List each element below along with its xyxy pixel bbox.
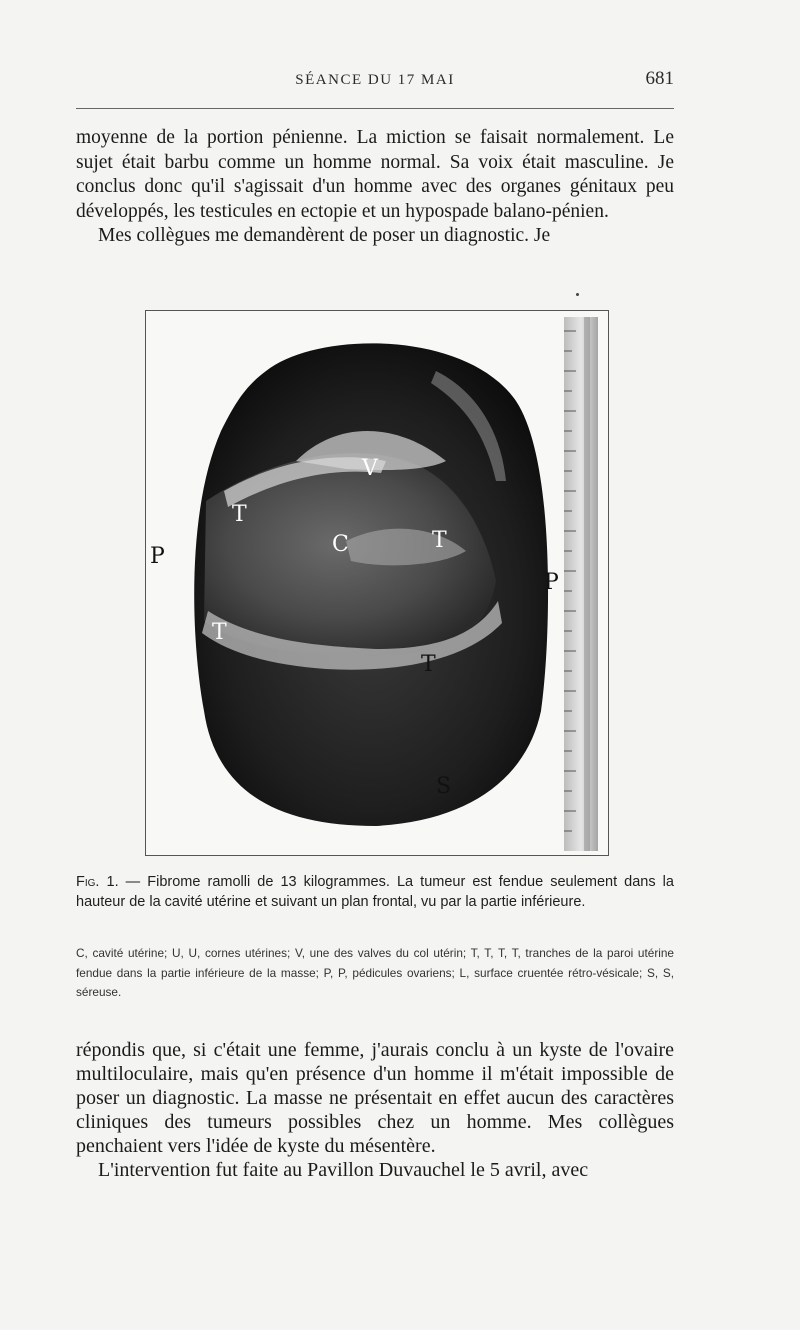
paragraph: moyenne de la portion pénienne. La miction se faisait normalement. Le sujet était barbu comme un homme normal. Sa voix était masculine. Je conclus donc qu'il s'agissait d'un homme avec des organes génitaux peu développés, les testicules en ectopie et un hypospade balano-pénien.	[76, 127, 674, 222]
body-text-top	[76, 126, 674, 249]
page-header	[76, 68, 674, 102]
label-t: T	[232, 502, 247, 527]
label-t: T	[421, 652, 436, 677]
body-text-bottom	[76, 1038, 674, 1182]
figure-caption	[76, 872, 674, 912]
paragraph: répondis que, si c'était une femme, j'aurais conclu à un kyste de l'ovaire multiloculaire, mais qu'en présence d'un homme il m'était impossible de poser un diagnostic. La masse ne présentait en effet aucun des caractères cliniques des tumeurs possibles chez un homme. Mes collègues penchaient vers l'idée de kyste du mésentère.	[76, 1039, 674, 1157]
header-rule	[76, 108, 674, 109]
specimen-photo	[146, 311, 608, 855]
figure-photograph	[145, 310, 609, 856]
caption-text: — Fibrome ramolli de 13 kilogrammes. La tumeur est fendue seulement dans la hauteur de la cavité utérine et suivant un plan frontal, vu par la partie inférieure.	[76, 874, 674, 910]
figure-legend: C, cavité utérine; U, U, cornes utérines; V, une des valves du col utérin; T, T, T, T, tranches de la paroi utérine fendue dans la partie inférieure de la masse; P, P, pédicules ovariens; L, surface cruentée rétro-vésicale; S, S, séreuse.	[76, 946, 674, 999]
label-s: S	[436, 774, 452, 799]
label-c: C	[332, 532, 349, 557]
label-t: T	[432, 528, 447, 553]
measuring-ruler	[564, 317, 598, 851]
label-v: V	[362, 456, 378, 481]
label-p: P	[150, 544, 165, 569]
paragraph: Mes collègues me demandèrent de poser un diagnostic. Je	[98, 225, 551, 247]
label-t: T	[212, 620, 227, 645]
running-head: SÉANCE DU 17 MAI	[295, 72, 455, 88]
speck	[576, 293, 579, 296]
figure-number: Fig. 1.	[76, 874, 119, 890]
label-p: P	[544, 570, 559, 595]
page-number: 681	[645, 68, 674, 89]
paragraph: L'intervention fut faite au Pavillon Duvauchel le 5 avril, avec	[98, 1159, 589, 1181]
